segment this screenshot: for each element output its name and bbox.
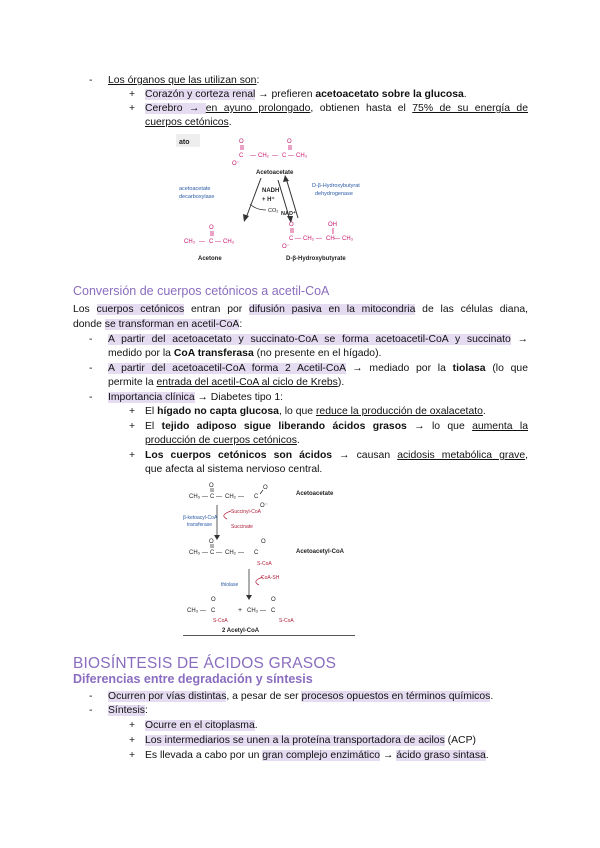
svg-text:—: — [200, 608, 206, 614]
thiolase-item: A partir del acetoacetil-CoA forma 2 Acetil-CoA → mediado por la tiolasa (lo que [108, 363, 528, 374]
svg-text:O: O [289, 222, 294, 228]
co2-label: CO₂ [268, 208, 279, 214]
svg-text:O: O [211, 597, 216, 603]
svg-text:—: — [216, 494, 222, 500]
subsection-title-differences: Diferencias entre degradación y síntesis [73, 672, 313, 686]
nadplus-label: NAD⁺ [281, 211, 296, 217]
svg-text:O: O [209, 539, 214, 545]
clinical-adipose-cont: producción de cuerpos cetónicos. [145, 435, 300, 446]
sub-bullet: + [129, 421, 136, 432]
sub-bullet: + [129, 103, 136, 114]
svg-text:O: O [261, 539, 266, 545]
svg-text:C: C [210, 494, 215, 500]
svg-text:—: — [202, 550, 208, 556]
transferase-label-2: transferase [187, 522, 213, 528]
conversion-paragraph-1: Los cuerpos cetónicos entran por difusión pasiva en la mitocondria de las células diana, [73, 304, 529, 315]
thiolase-item-cont: permite la entrada del acetil-CoA al ciclo de Krebs). [108, 377, 345, 388]
svg-text:CH₂: CH₂ [225, 550, 236, 556]
sub-bullet: + [129, 450, 136, 461]
svg-text:O⁻: O⁻ [282, 244, 290, 250]
svg-text:—: — [215, 239, 221, 245]
svg-text:CH₂: CH₂ [303, 236, 314, 242]
organ-brain: Cerebro → en ayuno prolongado, obtienen hasta el 75% de su energía de [145, 103, 528, 114]
sub-bullet: + [129, 406, 136, 417]
clinical-adipose: El tejido adiposo sigue liberando ácidos grasos → lo que aumenta la [145, 421, 528, 432]
svg-text:—: — [216, 550, 222, 556]
ketone-bodies-figure [176, 134, 360, 265]
svg-text:CH₃: CH₃ [296, 153, 308, 159]
transferase-item: A partir del acetoacetato y succinato-CoA se forma acetoacetil-CoA y succinato → [108, 334, 529, 345]
sub-bullet: + [129, 720, 136, 731]
transferase-item-cont: medido por la CoA transferasa (no presente en el hígado). [108, 348, 382, 359]
acetoacetate-label: Acetoacetate [296, 491, 334, 497]
svg-text:CH₃: CH₃ [187, 608, 199, 614]
nadh-label: NADH [262, 188, 280, 194]
svg-text:O: O [239, 139, 244, 145]
plus-sign: + [238, 607, 243, 614]
svg-text:S-CoA: S-CoA [213, 618, 228, 624]
clinical-liver: El hígado no capta glucosa, lo que reduce la producción de oxalacetato. [145, 406, 486, 417]
dehydrogenase-label-1: D-β-Hydroxybutyrate [312, 183, 360, 189]
list-bullet: - [89, 705, 93, 716]
succinate-label: Succinate [231, 524, 253, 530]
hplus-label: + H⁺ [262, 197, 275, 203]
svg-text:C: C [289, 236, 294, 242]
svg-text:O: O [209, 225, 214, 231]
svg-text:O⁻: O⁻ [260, 503, 268, 509]
list-bullet: - [89, 334, 93, 345]
acetoacetate-label: Acetoacetate [256, 170, 294, 176]
svg-text:—: — [250, 153, 256, 159]
svg-text:—: — [238, 494, 244, 500]
section-title-conversion: Conversión de cuerpos cetónicos a acetil-CoA [73, 284, 330, 298]
svg-text:O: O [287, 139, 292, 145]
svg-text:CH₂: CH₂ [225, 494, 236, 500]
svg-text:C: C [209, 239, 214, 245]
list-bullet: - [89, 392, 93, 403]
svg-text:—: — [272, 153, 278, 159]
synthesis-item: Síntesis: [108, 705, 148, 716]
svg-text:C: C [239, 153, 244, 159]
clinical-acidosis-cont: que afecta al sistema nervioso central. [145, 464, 323, 475]
organ-heart-kidney: Corazón y corteza renal → prefieren acetoacetato sobre la glucosa. [145, 89, 467, 100]
svg-text:—: — [202, 494, 208, 500]
svg-text:OH: OH [328, 222, 337, 228]
clinical-importance-item: Importancia clínica → Diabetes tipo 1: [108, 392, 284, 403]
acetone-label: Acetone [198, 256, 222, 262]
succinylcoa-label: Succinyl-CoA [231, 509, 262, 515]
list-bullet: - [89, 363, 93, 374]
decarboxylase-label-1: acetoacetate [179, 186, 211, 192]
synthesis-complex: Es llevada a cabo por un gran complejo enzimático → ácido graso sintasa. [145, 750, 489, 761]
svg-text:CH₂: CH₂ [258, 153, 269, 159]
svg-text:O: O [209, 483, 214, 489]
svg-text:O⁻: O⁻ [232, 161, 240, 167]
sub-bullet: + [129, 735, 136, 746]
conversion-paragraph-2: donde se transforman en acetil-CoA: [73, 319, 243, 330]
decarboxylase-label-2: decarboxylase [179, 194, 215, 200]
transferase-label-1: β-ketoacyl-CoA [183, 515, 218, 521]
sub-bullet: + [129, 89, 136, 100]
svg-text:—: — [260, 608, 266, 614]
svg-text:—: — [199, 239, 205, 245]
list-bullet: - [89, 75, 93, 86]
svg-text:C: C [211, 608, 216, 614]
svg-text:C: C [282, 153, 287, 159]
organ-brain-cont: cuerpos cetónicos. [145, 117, 232, 128]
svg-text:CH₃: CH₃ [247, 608, 259, 614]
organs-intro: Los órganos que las utilizan son: [108, 75, 260, 86]
section-title-biosynthesis: BIOSÍNTESIS DE ÁCIDOS GRASOS [73, 655, 337, 672]
svg-text:—: — [238, 550, 244, 556]
corner-label: ato [179, 139, 190, 146]
clinical-acidosis: Los cuerpos cetónicos son ácidos → causan acidosis metabólica grave, [145, 450, 528, 461]
svg-text:CH₃: CH₃ [189, 494, 201, 500]
dehydrogenase-label-2: dehydrogenase [315, 191, 353, 197]
svg-text:—: — [288, 153, 294, 159]
acetoacetylcoa-label: Acetoacetyl-CoA [296, 549, 345, 555]
svg-text:C: C [210, 550, 215, 556]
acetylcoa-label: 2 Acetyl-CoA [222, 628, 260, 634]
list-bullet: - [89, 691, 93, 702]
svg-text:CH₃: CH₃ [342, 236, 354, 242]
synthesis-acp: Los intermediarios se unen a la proteína transportadora de acilos (ACP) [145, 735, 476, 746]
svg-text:CH₃: CH₃ [189, 550, 201, 556]
svg-text:—: — [316, 236, 322, 242]
hydroxybutyrate-label: D-β-Hydroxybutyrate [286, 256, 346, 262]
svg-text:O: O [263, 485, 268, 491]
svg-text:—: — [334, 236, 340, 242]
svg-text:C: C [254, 494, 259, 500]
svg-text:CH₃: CH₃ [223, 239, 235, 245]
svg-text:C: C [254, 550, 259, 556]
coash-label: CoA-SH [261, 575, 280, 581]
svg-text:CH₃: CH₃ [184, 239, 196, 245]
sub-bullet: + [129, 750, 136, 761]
pathways-item: Ocurren por vías distintas, a pesar de ser procesos opuestos en términos químicos. [108, 691, 494, 702]
svg-text:—: — [295, 236, 301, 242]
thiolase-label: thiolase [221, 582, 239, 588]
svg-text:CH: CH [326, 236, 335, 242]
svg-text:S-CoA: S-CoA [257, 561, 272, 567]
svg-text:S-CoA: S-CoA [279, 618, 294, 624]
svg-text:C: C [271, 608, 276, 614]
svg-text:O: O [271, 597, 276, 603]
acetyl-coa-figure [183, 481, 355, 636]
synthesis-cytoplasm: Ocurre en el citoplasma. [145, 720, 258, 731]
